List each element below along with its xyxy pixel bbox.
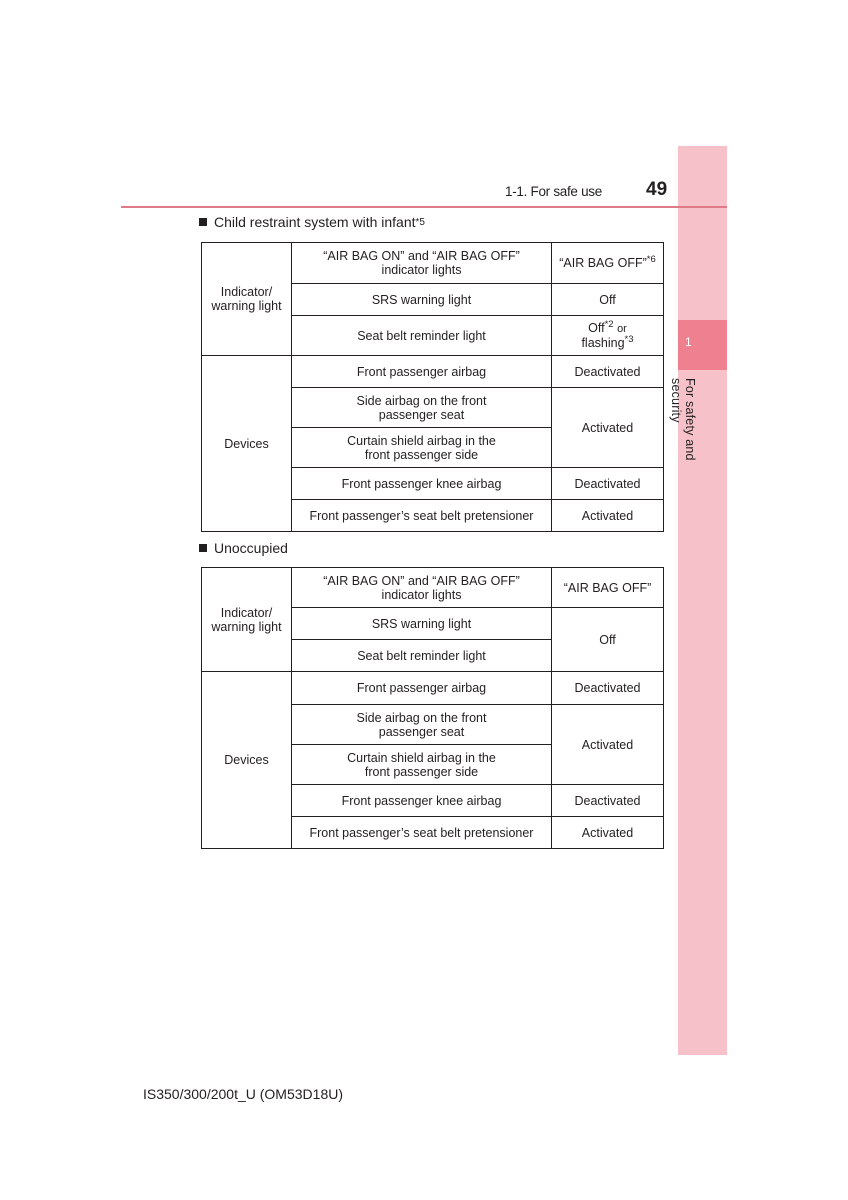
footnote-ref: *5: [415, 217, 425, 228]
item-cell: SRS warning light: [292, 284, 552, 316]
section-title-unoccupied: [199, 540, 288, 556]
indicator-group-cell: Indicator/ warning light: [202, 568, 292, 672]
item-cell: Front passenger airbag: [292, 672, 552, 705]
devices-group-cell: Devices: [202, 672, 292, 849]
item-cell: Front passenger airbag: [292, 356, 552, 388]
item-cell: Seat belt reminder light: [292, 316, 552, 356]
section-title-text: Child restraint system with infant: [214, 214, 416, 230]
item-cell: “AIR BAG ON” and “AIR BAG OFF” indicator lights: [292, 243, 552, 284]
value-cell: “AIR BAG OFF”: [552, 568, 664, 608]
chapter-number-tab[interactable]: [678, 320, 727, 370]
item-cell: Curtain shield airbag in the front passenger side: [292, 745, 552, 785]
square-bullet-icon: [199, 218, 207, 226]
square-bullet-icon: [199, 544, 207, 552]
page-number: 49: [646, 179, 668, 200]
header-divider: [121, 206, 727, 208]
item-cell: Front passenger’s seat belt pretensioner: [292, 500, 552, 532]
item-cell: Front passenger’s seat belt pretensioner: [292, 817, 552, 849]
item-cell: SRS warning light: [292, 608, 552, 640]
item-cell: Front passenger knee airbag: [292, 785, 552, 817]
chapter-title: For safety and security: [669, 378, 697, 461]
table-row: [202, 243, 664, 284]
value-cell: Off: [552, 284, 664, 316]
value-cell: Activated: [552, 705, 664, 785]
value-cell: Deactivated: [552, 356, 664, 388]
item-cell: “AIR BAG ON” and “AIR BAG OFF” indicator lights: [292, 568, 552, 608]
table-row: [202, 568, 664, 608]
value-cell: Deactivated: [552, 468, 664, 500]
item-cell: Side airbag on the front passenger seat: [292, 705, 552, 745]
table-row: [202, 672, 664, 705]
section-title-text: Unoccupied: [214, 540, 288, 556]
item-cell: Front passenger knee airbag: [292, 468, 552, 500]
infant-status-table: [201, 242, 664, 532]
item-cell: Curtain shield airbag in the front passenger side: [292, 428, 552, 468]
value-cell: Activated: [552, 388, 664, 468]
value-cell: Off$^{*2}$ or flashing$^{*3}$: [552, 316, 664, 356]
chapter-side-tab: [669, 146, 727, 1055]
table-row: [202, 356, 664, 388]
item-cell: Seat belt reminder light: [292, 640, 552, 672]
value-cell: Off: [552, 608, 664, 672]
value-cell: Deactivated: [552, 672, 664, 705]
value-cell: Activated: [552, 500, 664, 532]
unoccupied-status-table: [201, 567, 664, 849]
footer-model-code: IS350/300/200t_U (OM53D18U): [143, 1086, 343, 1102]
value-cell: Activated: [552, 817, 664, 849]
item-cell: Side airbag on the front passenger seat: [292, 388, 552, 428]
value-cell: Deactivated: [552, 785, 664, 817]
header-section-title: 1-1. For safe use: [505, 184, 602, 199]
chapter-number: 1: [685, 335, 692, 349]
devices-group-cell: Devices: [202, 356, 292, 532]
section-title-infant: [199, 214, 425, 230]
value-cell: “AIR BAG OFF”$^{*6}$: [552, 243, 664, 284]
indicator-group-cell: Indicator/ warning light: [202, 243, 292, 356]
